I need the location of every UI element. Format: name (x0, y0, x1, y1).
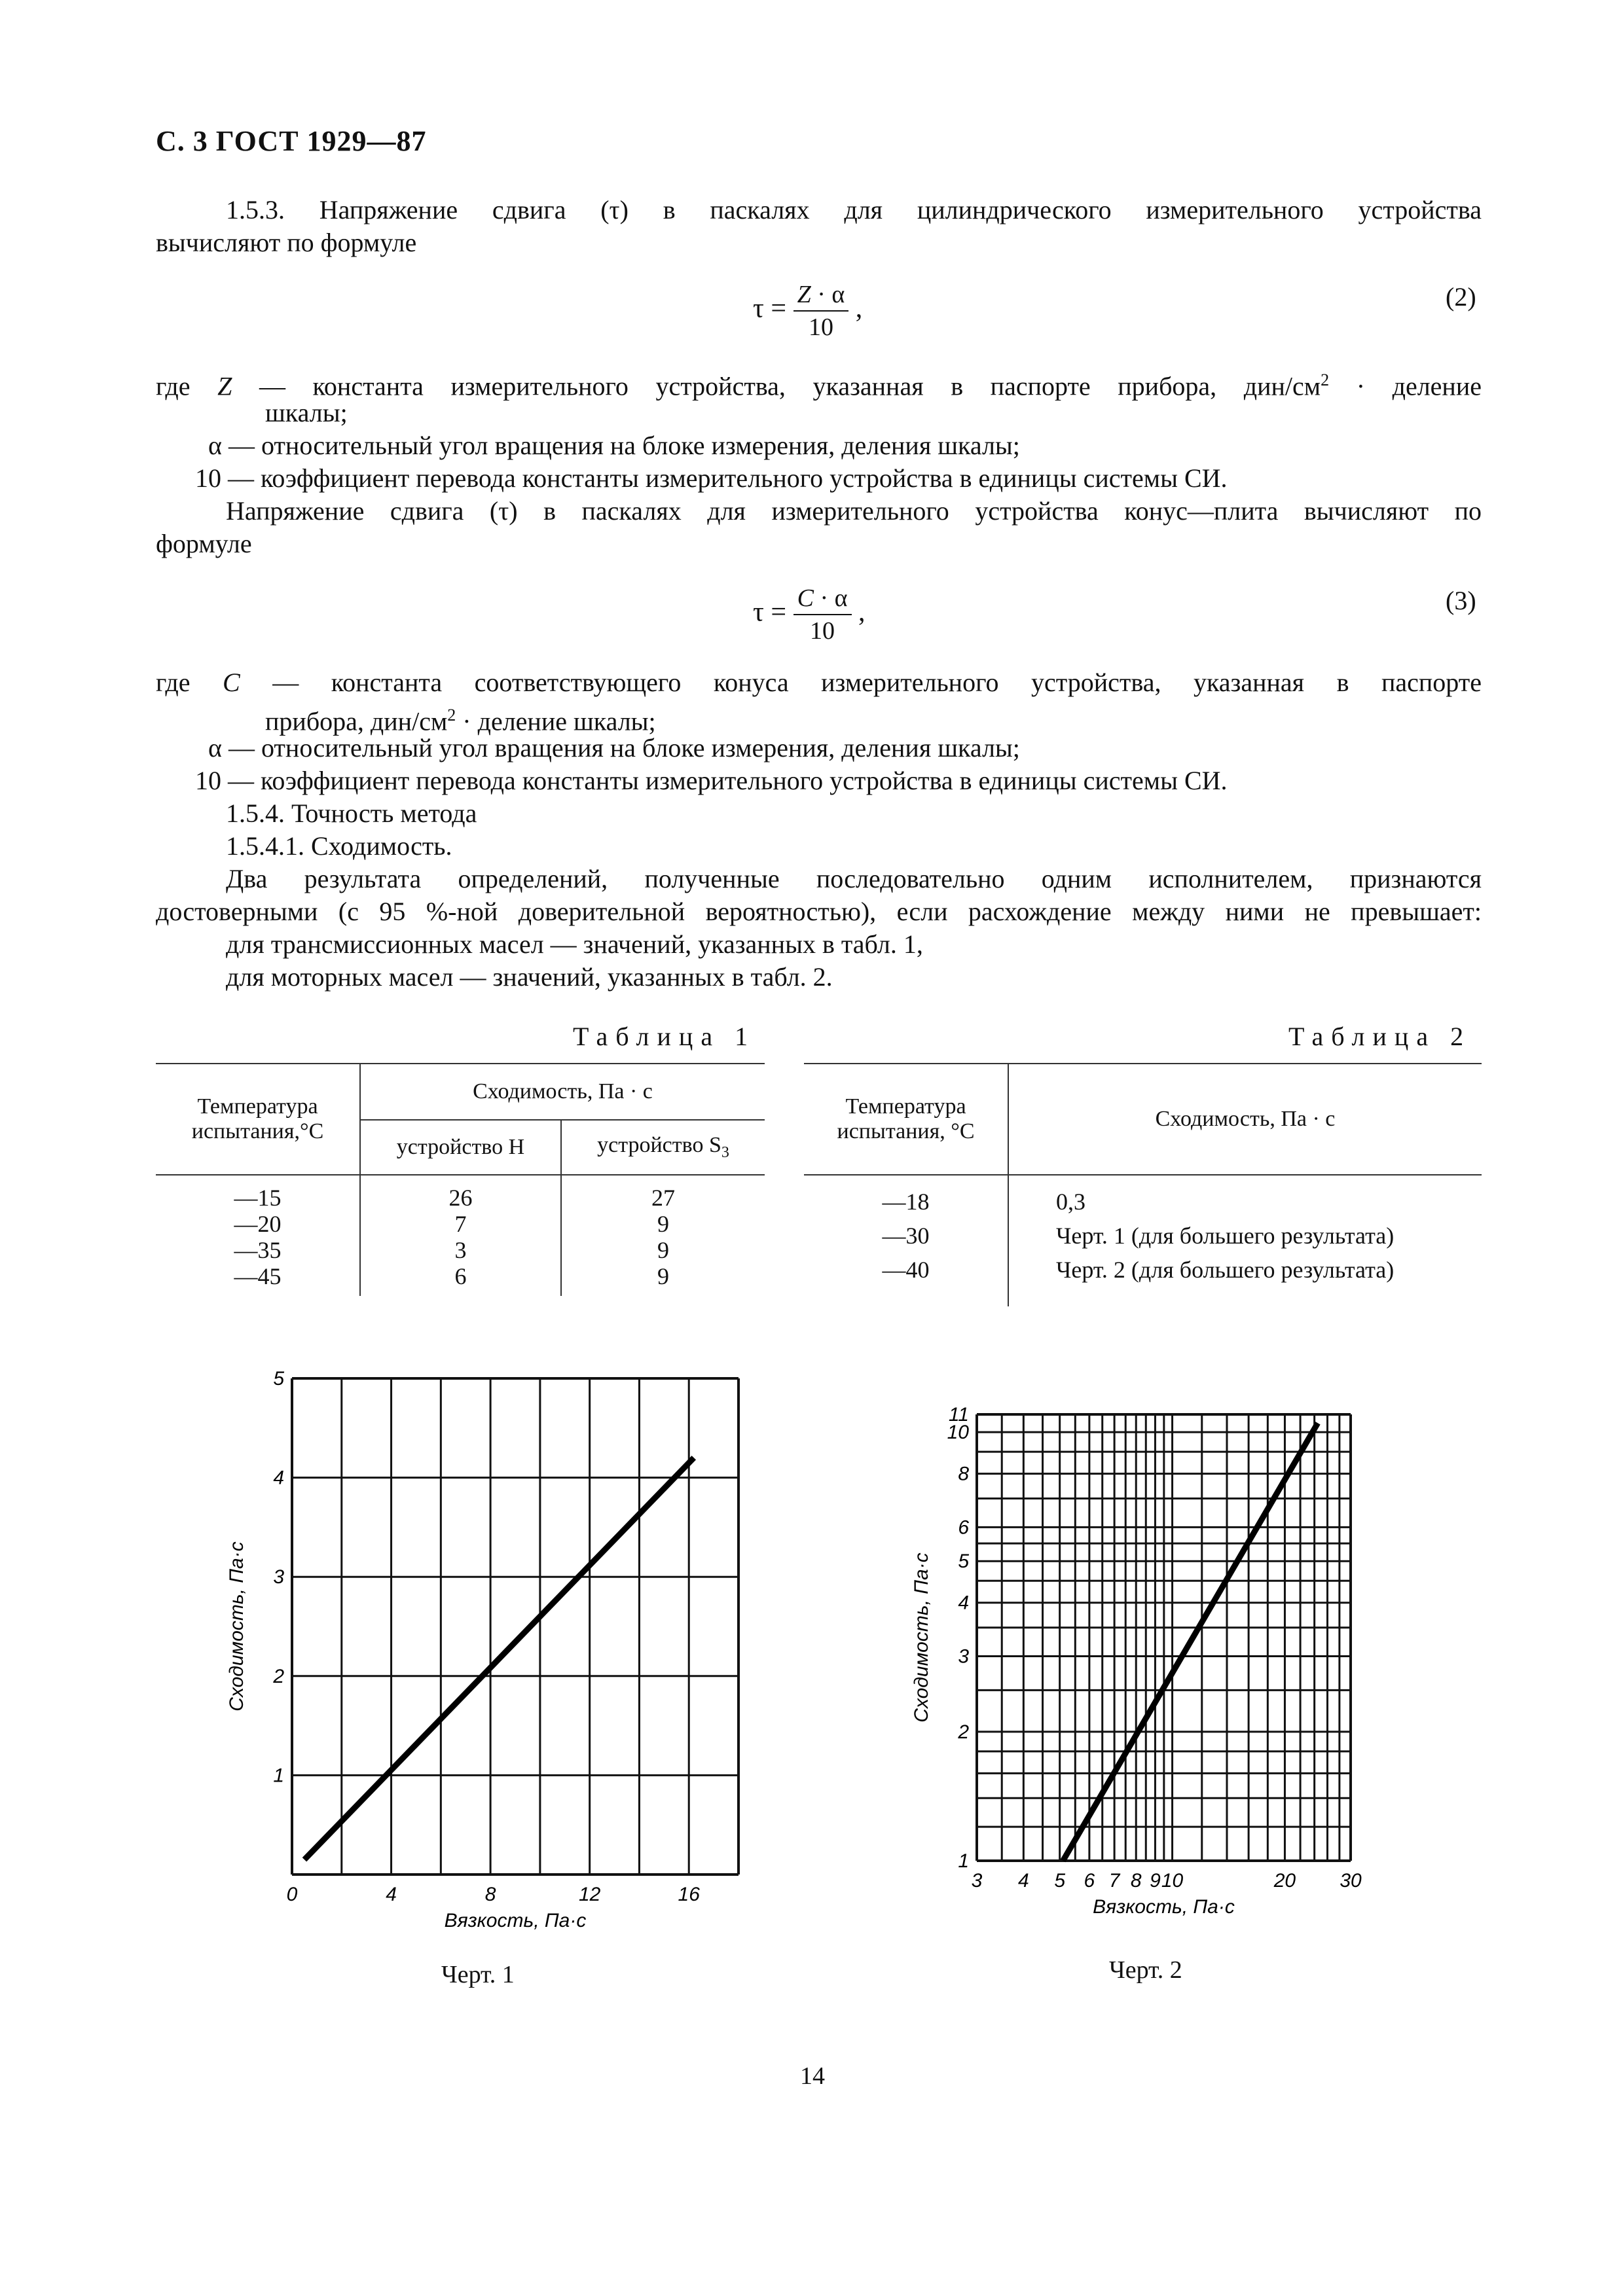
section-1-5-4-1: 1.5.4.1. Сходимость. (226, 831, 452, 861)
chart-2 (897, 1374, 1434, 1921)
table-1 (156, 1063, 765, 1296)
paragraph-1-line-2: вычисляют по формуле (156, 228, 417, 257)
where-2-line-2-text: прибора, дин/см (265, 706, 448, 736)
where-2-prefix: где (156, 668, 223, 697)
where-1-prefix: где (156, 371, 218, 401)
where-2-line-3: α — относительный угол вращения на блоке измерения, деления шкалы; (208, 733, 1020, 762)
where-1-symbol: Z (217, 371, 232, 401)
chart-2-x-tick-label: 7 (1108, 1870, 1120, 1892)
chart-2-y-tick-label: 10 (947, 1422, 969, 1444)
table-1-header-device-h: устройство Н (360, 1120, 561, 1175)
chart-2-x-tick-label: 10 (1161, 1870, 1184, 1892)
where-2-text: — константа соответствующего конуса измерительного устройства, указанная в паспорте (240, 668, 1482, 697)
paragraph-2-line-1: Напряжение сдвига (τ) в паскалях для измерительного устройства конус—плита вычисляют по (226, 496, 1482, 526)
chart-2-y-tick-label: 2 (958, 1721, 969, 1743)
page-number: 14 (800, 2062, 825, 2090)
formula-3-number: (3) (1446, 586, 1476, 615)
chart-2-svg (897, 1374, 1434, 1918)
chart-2-x-tick-label: 4 (1017, 1870, 1029, 1892)
where-1-sup: 2 (1321, 370, 1330, 389)
paragraph-3-line-2: достоверными (с 95 %-ной доверительной вероятностью), если расхождение между ними не превышает: (156, 897, 1482, 926)
table-1-col-temperature: —15 —20 —35 —45 (234, 1185, 282, 1289)
chart-1 (216, 1342, 773, 1931)
table-1-header-temperature (156, 1064, 360, 1175)
formula-2-denominator: 10 (808, 314, 833, 341)
chart-2-x-tick-label: 6 (1084, 1870, 1095, 1892)
formula-2-numerator (793, 280, 849, 312)
table-2-col-values: 0,3 Черт. 1 (для большего результата) Черт. 2 (для большего результата) (1008, 1175, 1482, 1306)
table-2-header-temperature (804, 1064, 1008, 1175)
formula-2-fraction (793, 280, 849, 342)
paragraph-3-line-1: Два результата определений, полученные последовательно одним исполнителем, признаются (226, 864, 1482, 893)
table-1-header-convergence: Сходимость, Па · с (360, 1064, 765, 1120)
where-1-line-2: шкалы; (265, 398, 348, 427)
chart-2-x-tick-label: 20 (1273, 1870, 1296, 1892)
where-2-line-4: 10 — коэффициент перевода константы измерительного устройства в единицы системы СИ. (195, 766, 1228, 795)
chart-1-y-tick-label: 4 (273, 1467, 284, 1489)
chart-1-y-tick-label: 2 (273, 1665, 284, 1687)
chart-1-y-tick-label: 1 (273, 1765, 284, 1787)
where-1-text: — константа измерительного устройства, указанная в паспорте прибора, дин/см (232, 371, 1321, 401)
section-1-5-4: 1.5.4. Точность метода (226, 798, 477, 828)
paragraph-3-line-4: для моторных масел — значений, указанных в табл. 2. (226, 962, 833, 992)
chart-1-x-tick-label: 16 (678, 1884, 700, 1905)
chart-2-x-tick-label: 8 (1130, 1870, 1142, 1892)
page-header: С. 3 ГОСТ 1929—87 (156, 125, 427, 157)
formula-3 (753, 584, 866, 645)
chart-2-y-tick-label: 4 (958, 1592, 969, 1614)
table-1-caption: Таблица 1 (573, 1022, 756, 1051)
table-2-header-convergence: Сходимость, Па · с (1008, 1064, 1482, 1175)
table-1-header-device-s-sub: 3 (721, 1143, 729, 1161)
chart-1-svg (216, 1342, 773, 1931)
chart-1-x-tick-label: 0 (286, 1884, 298, 1905)
chart-1-x-tick-label: 8 (484, 1884, 496, 1905)
formula-3-numerator (793, 584, 852, 615)
chart-2-y-tick-label: 3 (958, 1645, 969, 1668)
chart-2-x-tick-label: 30 (1340, 1870, 1362, 1892)
chart-1-series-line (304, 1458, 694, 1859)
chart-2-y-tick-label: 11 (948, 1404, 969, 1426)
chart-1-x-tick-label: 12 (578, 1884, 601, 1905)
paragraph-1-line-1: 1.5.3. Напряжение сдвига (τ) в паскалях для цилиндрического измерительного устройства (226, 195, 1482, 224)
where-2-line-1 (156, 666, 1482, 699)
table-2 (804, 1063, 1482, 1306)
formula-2-numerator-symbol: Z (797, 281, 811, 308)
table-1-col-device-s: 27 9 9 9 (561, 1175, 765, 1296)
chart-2-y-axis-label: Сходимость, Па·с (911, 1552, 932, 1723)
table-1-header-temperature-line-2: испытания,°С (191, 1119, 324, 1143)
where-2-line-2-end: · деление шкалы; (456, 706, 656, 736)
formula-2-lhs: τ = (753, 293, 787, 324)
where-2-line-2-sup: 2 (447, 706, 456, 725)
formula-3-denominator: 10 (810, 617, 835, 645)
chart-2-y-tick-label: 6 (958, 1516, 969, 1539)
formula-3-fraction (793, 584, 852, 645)
chart-2-caption: Черт. 2 (1109, 1956, 1182, 1984)
chart-2-x-tick-label: 5 (1054, 1870, 1066, 1892)
chart-2-x-tick-label: 3 (971, 1870, 983, 1892)
chart-2-series-line (1063, 1423, 1318, 1861)
formula-2-numerator-rest: · α (811, 281, 845, 308)
chart-2-x-axis-label: Вязкость, Па·с (1093, 1896, 1235, 1918)
where-1-end: · деление (1329, 371, 1482, 401)
paragraph-2-line-2: формуле (156, 529, 252, 558)
formula-3-numerator-symbol: C (797, 584, 814, 612)
table-1-header-device-s-text: устройство S (597, 1133, 721, 1158)
table-1-col-device-h: 26 7 3 6 (360, 1175, 561, 1296)
formula-2 (753, 280, 862, 342)
chart-2-y-tick-label: 8 (958, 1463, 969, 1485)
formula-2-tail: , (855, 293, 863, 324)
table-2-header-temperature-line-1: Температура (845, 1094, 966, 1119)
formula-3-lhs: τ = (753, 597, 787, 628)
chart-2-y-tick-label: 1 (958, 1850, 969, 1872)
table-2-header-temperature-line-2: испытания, °С (837, 1119, 975, 1143)
formula-3-tail: , (858, 597, 866, 628)
chart-2-x-tick-label: 9 (1150, 1870, 1161, 1892)
table-1-header-temperature-line-1: Температура (197, 1094, 318, 1119)
chart-1-x-tick-label: 4 (386, 1884, 397, 1905)
where-1-line-3: α — относительный угол вращения на блоке измерения, деления шкалы; (208, 431, 1020, 460)
table-1-header-device-s (561, 1120, 765, 1175)
chart-1-y-tick-label: 5 (273, 1368, 284, 1390)
chart-1-y-axis-label: Сходимость, Па·с (226, 1541, 247, 1712)
chart-1-caption: Черт. 1 (441, 1961, 515, 1988)
table-2-caption: Таблица 2 (1288, 1022, 1472, 1051)
chart-2-y-tick-label: 5 (958, 1551, 969, 1573)
formula-2-number: (2) (1446, 282, 1476, 312)
chart-1-x-axis-label: Вязкость, Па·с (444, 1910, 587, 1931)
paragraph-3-line-3: для трансмиссионных масел — значений, указанных в табл. 1, (226, 929, 923, 959)
formula-3-numerator-rest: · α (813, 584, 848, 612)
where-2-symbol: C (223, 668, 240, 697)
where-1-line-4: 10 — коэффициент перевода константы измерительного устройства в единицы системы СИ. (195, 463, 1228, 493)
table-2-col-temperature: —18 —30 —40 (882, 1189, 930, 1283)
chart-1-y-tick-label: 3 (273, 1566, 284, 1588)
where-1-line-1 (156, 364, 1482, 403)
